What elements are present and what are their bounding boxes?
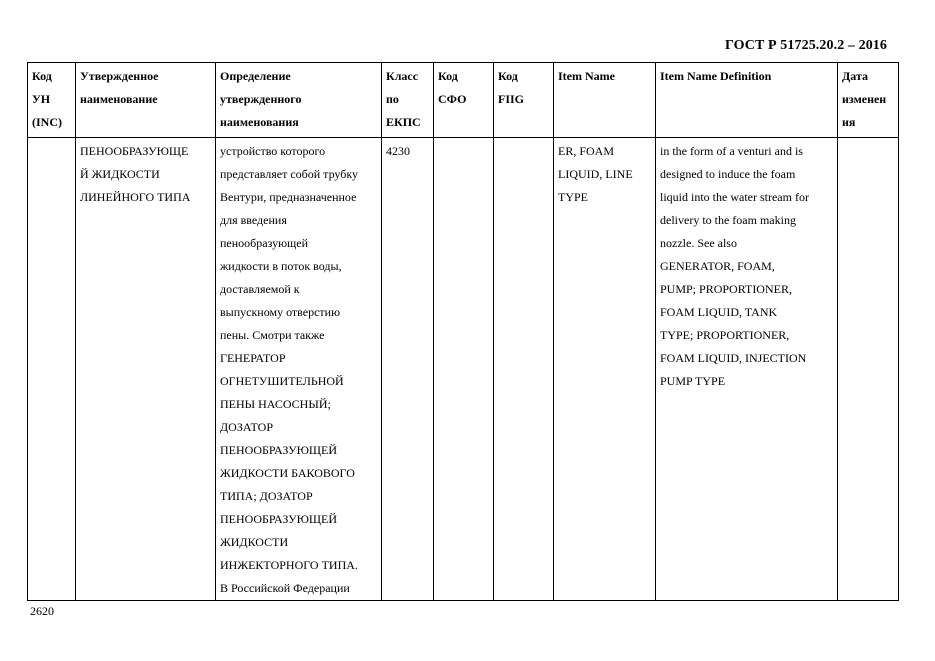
cell-text-line: жидкости в поток воды,	[220, 259, 342, 273]
cell-text-line: по	[386, 92, 399, 106]
cell-text-line: Код	[438, 69, 458, 83]
cell-text-line: FIIG	[498, 92, 525, 106]
cell-text-line: ЖИДКОСТИ БАКОВОГО	[220, 466, 355, 480]
cell-text-line: ГЕНЕРАТОР	[220, 351, 286, 365]
cell-text-line: ОГНЕТУШИТЕЛЬНОЙ	[220, 374, 344, 388]
header-fiig-code	[494, 63, 554, 138]
header-name-definition	[216, 63, 382, 138]
cell-text-line: наименования	[220, 115, 299, 129]
cell-text-line: ПЕНООБРАЗУЮЩЕЙ	[220, 443, 338, 457]
cell-text-line: FOAM LIQUID, INJECTION	[660, 351, 807, 365]
cell-text-line: изменен	[842, 92, 887, 106]
table-row	[28, 138, 899, 601]
cell-text-line: ЛИНЕЙНОГО ТИПА	[80, 190, 191, 204]
cell-text-line: Определение	[220, 69, 291, 83]
cell-text-line: TYPE	[558, 190, 588, 204]
cell-date-changed	[838, 138, 899, 601]
classification-table-container	[27, 62, 898, 601]
cell-text-line: наименование	[80, 92, 158, 106]
document-standard-title: ГОСТ Р 51725.20.2 – 2016	[724, 38, 887, 53]
header-date-changed	[838, 63, 899, 138]
header-item-name	[554, 63, 656, 138]
cell-text-line: ПЕНООБРАЗУЮЩЕ	[80, 144, 189, 158]
cell-text-line: ER, FOAM	[558, 144, 615, 158]
cell-text-line: устройство которого	[220, 144, 326, 158]
cell-fiig-code	[494, 138, 554, 601]
cell-text-line: ТИПА; ДОЗАТОР	[220, 489, 313, 503]
table-header-row	[28, 63, 899, 138]
page-number: 2620	[30, 604, 54, 618]
cell-name-definition	[216, 138, 382, 601]
cell-inc-code	[28, 138, 76, 601]
cell-text-line: designed to induce the foam	[660, 167, 796, 181]
classification-table	[27, 62, 899, 601]
cell-text-line: nozzle. See also	[660, 236, 737, 250]
cell-text-line: FOAM LIQUID, TANK	[660, 305, 778, 319]
cell-text-line: утвержденного	[220, 92, 302, 106]
cell-text-line: пены. Смотри также	[220, 328, 325, 342]
cell-text-line: для введения	[220, 213, 287, 227]
cell-text-line: ия	[842, 115, 856, 129]
header-item-name-definition	[656, 63, 838, 138]
cell-text-line: ЖИДКОСТИ	[220, 535, 289, 549]
cell-text-line: delivery to the foam making	[660, 213, 796, 227]
cell-text-line: В Российской Федерации	[220, 581, 350, 595]
cell-text-line: liquid into the water stream for	[660, 190, 809, 204]
cell-text-line: УН	[32, 92, 51, 106]
cell-text-line: 4230	[386, 144, 410, 158]
cell-text-line: GENERATOR, FOAM,	[660, 259, 775, 273]
cell-text-line: PUMP; PROPORTIONER,	[660, 282, 792, 296]
header-sfo-code	[434, 63, 494, 138]
cell-text-line: Код	[32, 69, 52, 83]
cell-text-line: Item Name Definition	[660, 69, 772, 83]
cell-text-line: представляет собой трубку	[220, 167, 359, 181]
cell-text-line: ПЕНЫ НАСОСНЫЙ;	[220, 397, 331, 411]
cell-text-line: (INC)	[32, 115, 62, 129]
cell-sfo-code	[434, 138, 494, 601]
cell-text-line: СФО	[438, 92, 467, 106]
cell-text-line: PUMP TYPE	[660, 374, 726, 388]
header-approved-name	[76, 63, 216, 138]
cell-text-line: доставляемой к	[220, 282, 300, 296]
cell-ekps-class	[382, 138, 434, 601]
cell-text-line: ПЕНООБРАЗУЮЩЕЙ	[220, 512, 338, 526]
cell-text-line: Й ЖИДКОСТИ	[80, 167, 160, 181]
cell-text-line: Класс	[386, 69, 419, 83]
cell-text-line: TYPE; PROPORTIONER,	[660, 328, 790, 342]
cell-approved-name	[76, 138, 216, 601]
cell-text-line: Дата	[842, 69, 868, 83]
cell-text-line: ЕКПС	[386, 115, 421, 129]
cell-text-line: Утвержденное	[80, 69, 159, 83]
header-ekps-class	[382, 63, 434, 138]
cell-text-line: ДОЗАТОР	[220, 420, 273, 434]
cell-item-name	[554, 138, 656, 601]
cell-text-line: ИНЖЕКТОРНОГО ТИПА.	[220, 558, 358, 572]
cell-text-line: Код	[498, 69, 518, 83]
header-inc-code	[28, 63, 76, 138]
cell-text-line: Item Name	[558, 69, 615, 83]
cell-text-line: in the form of a venturi and is	[660, 144, 803, 158]
cell-text-line: LIQUID, LINE	[558, 167, 633, 181]
cell-item-name-definition	[656, 138, 838, 601]
cell-text-line: Вентури, предназначенное	[220, 190, 357, 204]
cell-text-line: пенообразующей	[220, 236, 309, 250]
cell-text-line: выпускному отверстию	[220, 305, 341, 319]
